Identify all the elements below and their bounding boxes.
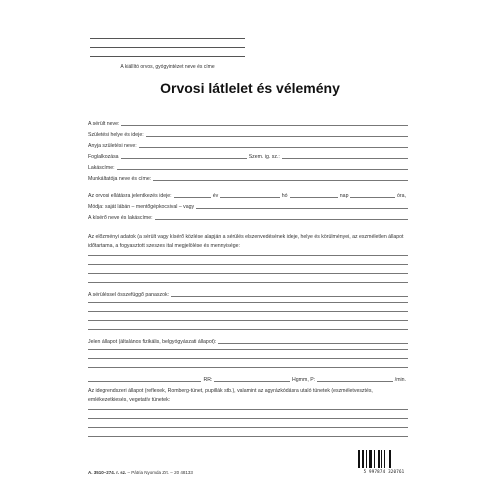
attendance-day-input[interactable] (290, 197, 338, 198)
field-attendance-time (88, 192, 408, 199)
field-label: Szem. ig. sz.: (248, 154, 280, 160)
field-address (88, 164, 408, 171)
page-title: Orvosi látlelet és vélemény (160, 80, 340, 96)
employer-input[interactable] (153, 180, 408, 181)
field-mode (88, 203, 408, 210)
complaints-line[interactable] (88, 329, 408, 330)
field-label: Jelen állapot (általános fizikális, belgyógyászati állapot): (88, 339, 217, 345)
field-label: Módja: saját lábán – mentőgépkocsival – vagy (88, 204, 195, 210)
id-number-input[interactable] (282, 158, 408, 159)
neuro-line[interactable] (88, 418, 408, 419)
issuer-line[interactable] (90, 56, 245, 57)
field-label: Születési helye és ideje: (88, 132, 144, 138)
field-label: A kísérő neve és lakáscíme: (88, 215, 153, 221)
history-paragraph: Az előzményi adatok (a sérült vagy kísérő közlése alapján a sérülés elszenvedésének ideje, helye és körülményei, az eszméletlen állapot időtartama, a fogyasztott szeszes ital megjelölése és mennyisége: (88, 234, 404, 249)
neuro-line[interactable] (88, 427, 408, 428)
field-complaints (88, 291, 408, 298)
complaints-line[interactable] (88, 311, 408, 312)
attendance-month-input[interactable] (220, 197, 279, 198)
status-input[interactable] (218, 343, 408, 344)
field-employer (88, 175, 408, 182)
neuro-paragraph: Az idegrendszeri állapot (reflexek, Romberg-tünet, pupillák stb.), valamint az agyrázkódásra utaló tünetek (eszméletvesztés, emlékezetkiesés, vegetatív tünetek: (88, 388, 373, 403)
footer (88, 470, 193, 475)
issuer-lines (90, 38, 245, 65)
complaints-line[interactable] (88, 320, 408, 321)
field-label: Anyja születési neve: (88, 143, 137, 149)
mode-input[interactable] (196, 208, 408, 209)
complaints-input[interactable] (171, 296, 408, 297)
field-label: Lakáscíme: (88, 165, 115, 171)
barcode-digits: 5 997874 320761 (363, 469, 405, 474)
history-line[interactable] (88, 282, 408, 283)
field-birth (88, 131, 408, 138)
field-label: nap (339, 193, 349, 199)
history-line[interactable] (88, 264, 408, 265)
publisher-text: – Pátria Nyomda Zrt. – 20 48133 (127, 470, 193, 475)
field-injured-name (88, 120, 408, 127)
field-label: óra, (397, 193, 406, 199)
neuro-line[interactable] (88, 409, 408, 410)
injured-name-input[interactable] (121, 125, 408, 126)
status-line[interactable] (88, 349, 408, 350)
barcode (358, 450, 410, 476)
field-label: Hgmm, P: (292, 377, 316, 383)
field-label: Munkáltatója neve és címe: (88, 176, 152, 182)
field-label: hó (281, 193, 288, 199)
form-body (88, 120, 408, 445)
rr-input[interactable] (214, 381, 290, 382)
barcode-bar (390, 450, 391, 468)
field-label: A sérüléssel összefüggő panaszok: (88, 292, 170, 298)
form-code: A. 3510–274. r. sz. (88, 470, 127, 475)
field-status (88, 338, 408, 345)
field-companion (88, 214, 408, 221)
field-mother-name (88, 142, 408, 149)
barcode-bars (358, 450, 410, 468)
history-line[interactable] (88, 255, 408, 256)
vitals-prefix-input[interactable] (88, 381, 201, 382)
attendance-hour-input[interactable] (350, 197, 395, 198)
field-label: év (212, 193, 219, 199)
field-label: A sérült neve: (88, 121, 120, 127)
field-label: Az orvosi ellátásra jelentkezés ideje: (88, 193, 172, 199)
field-label: /min. (394, 377, 406, 383)
mother-name-input[interactable] (139, 147, 408, 148)
birth-input[interactable] (146, 136, 408, 137)
pulse-input[interactable] (317, 381, 393, 382)
status-line[interactable] (88, 358, 408, 359)
occupation-input[interactable] (121, 158, 247, 159)
issuer-line[interactable] (90, 47, 245, 48)
companion-input[interactable] (155, 219, 408, 220)
field-occupation (88, 153, 408, 160)
status-line[interactable] (88, 367, 408, 368)
complaints-line[interactable] (88, 302, 408, 303)
address-input[interactable] (117, 169, 408, 170)
field-label: RR: (203, 377, 213, 383)
history-line[interactable] (88, 273, 408, 274)
field-label: Foglalkozása (88, 154, 119, 160)
attendance-year-input[interactable] (174, 197, 211, 198)
issuer-line[interactable] (90, 38, 245, 39)
neuro-line[interactable] (88, 436, 408, 437)
issuer-caption: A kiállító orvos, gyógyintézet neve és címe (120, 64, 215, 70)
field-vitals (88, 376, 408, 383)
